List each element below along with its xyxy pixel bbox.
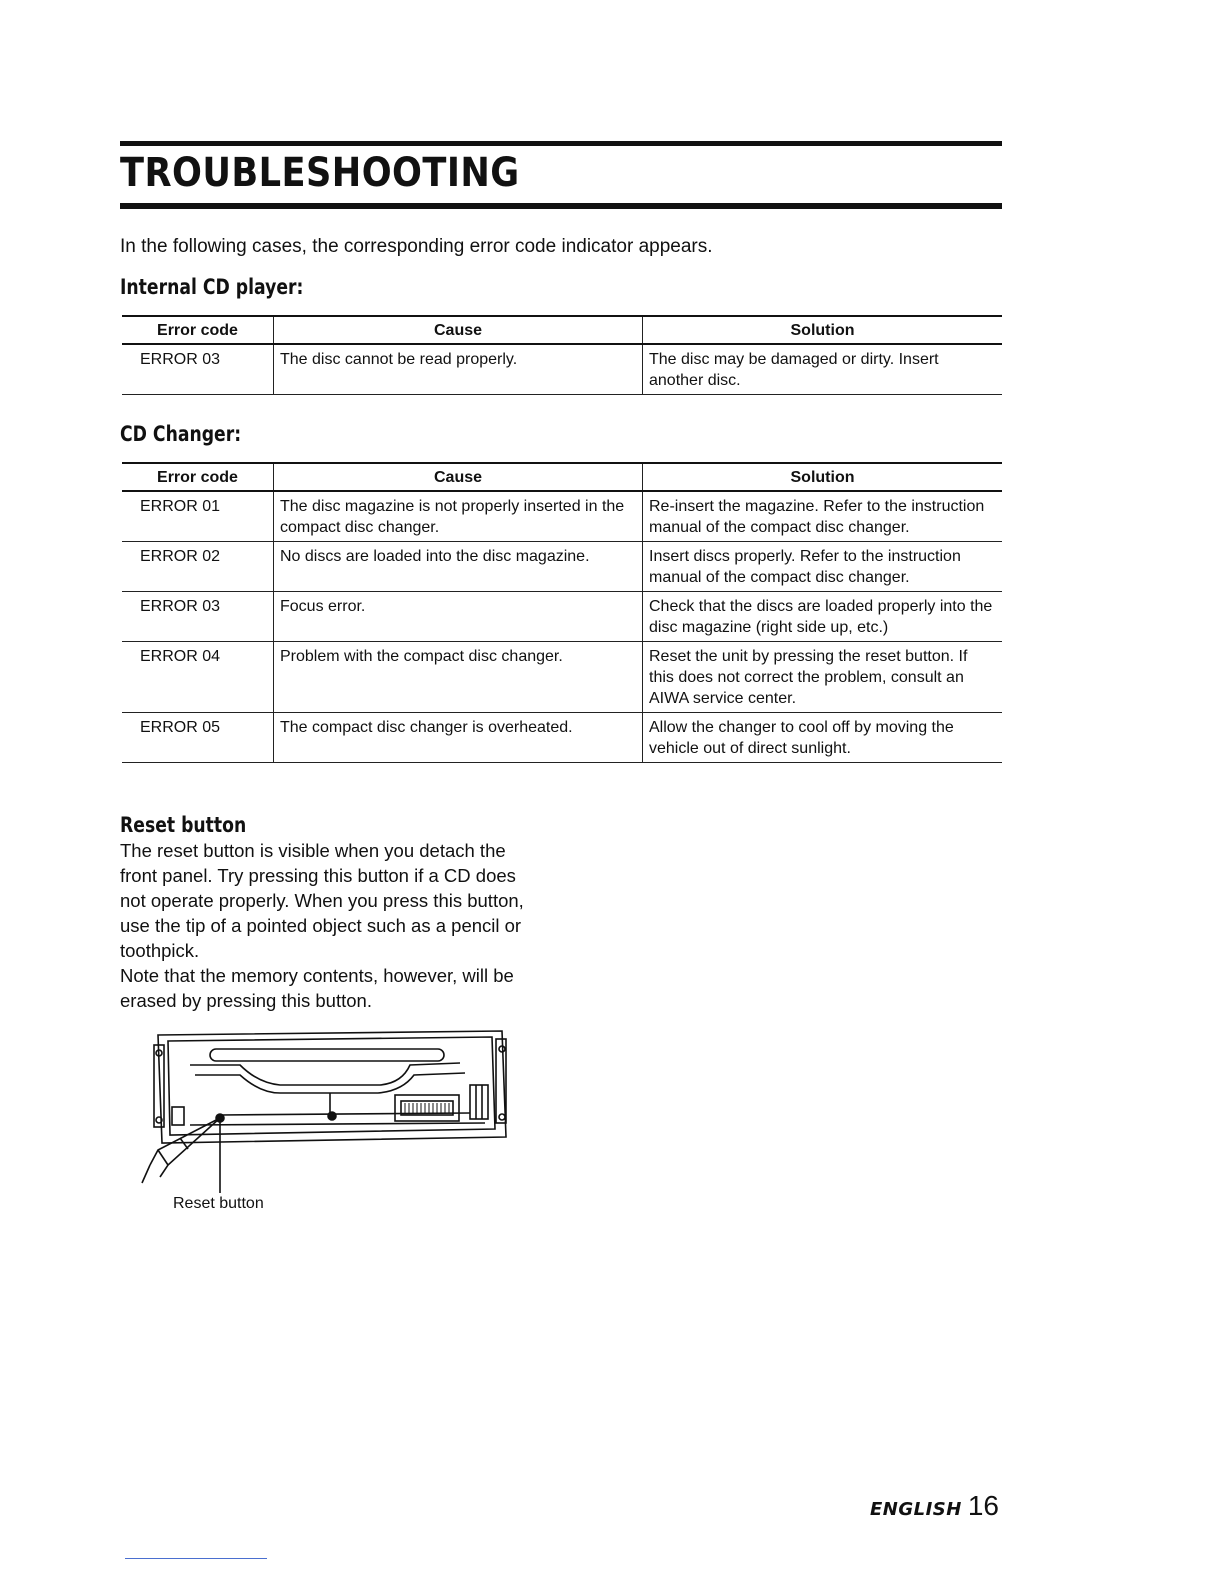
internal-cd-heading: Internal CD player:: [120, 275, 304, 299]
error-solution: Reset the unit by pressing the reset button. If this does not correct the problem, consult an AIWA service center.: [643, 642, 1003, 713]
page-number: 16: [967, 1490, 999, 1521]
figure-caption: Reset button: [173, 1195, 264, 1212]
error-cause: The disc magazine is not properly inserted in the compact disc changer.: [274, 491, 643, 542]
header-cause: Cause: [274, 316, 643, 344]
front-panel-illustration: [140, 1025, 520, 1195]
error-cause: The disc cannot be read properly.: [274, 344, 643, 395]
error-code: ERROR 01: [122, 491, 274, 542]
header-error-code: Error code: [122, 316, 274, 344]
error-solution: Insert discs properly. Refer to the instruction manual of the compact disc changer.: [643, 542, 1003, 592]
reset-button-heading: Reset button: [120, 813, 247, 837]
table-row: [122, 344, 1002, 395]
header-solution: Solution: [643, 316, 1003, 344]
page-footer: [870, 1490, 999, 1522]
error-code: ERROR 02: [122, 542, 274, 592]
internal-error-table: [122, 315, 1002, 395]
language-label: ENGLISH: [870, 1499, 962, 1520]
error-solution: Re-insert the magazine. Refer to the instruction manual of the compact disc changer.: [643, 491, 1003, 542]
table-row: [122, 542, 1002, 592]
error-code: ERROR 04: [122, 642, 274, 713]
table-header-row: [122, 463, 1002, 491]
table-row: [122, 713, 1002, 763]
reset-description: [120, 838, 540, 1013]
error-solution: Allow the changer to cool off by moving the vehicle out of direct sunlight.: [643, 713, 1003, 763]
error-solution: Check that the discs are loaded properly into the disc magazine (right side up, etc.): [643, 592, 1003, 642]
error-cause: The compact disc changer is overheated.: [274, 713, 643, 763]
error-code: ERROR 03: [122, 344, 274, 395]
changer-error-table: [122, 462, 1002, 763]
intro-text: In the following cases, the corresponding error code indicator appears.: [120, 236, 713, 257]
header-cause: Cause: [274, 463, 643, 491]
error-code: ERROR 05: [122, 713, 274, 763]
table-header-row: [122, 316, 1002, 344]
cd-changer-heading: CD Changer:: [120, 422, 242, 446]
error-cause: Focus error.: [274, 592, 643, 642]
title-rule-top: [120, 141, 1002, 146]
title-rule-bottom: [120, 203, 1002, 209]
error-code: ERROR 03: [122, 592, 274, 642]
page-title: TROUBLESHOOTING: [120, 150, 520, 196]
table-row: [122, 491, 1002, 542]
error-cause: Problem with the compact disc changer.: [274, 642, 643, 713]
error-solution: The disc may be damaged or dirty. Insert another disc.: [643, 344, 1003, 395]
header-solution: Solution: [643, 463, 1003, 491]
table-row: [122, 592, 1002, 642]
error-cause: No discs are loaded into the disc magazine.: [274, 542, 643, 592]
table-row: [122, 642, 1002, 713]
header-error-code: Error code: [122, 463, 274, 491]
reset-paragraph: The reset button is visible when you detach the front panel. Try pressing this button if a CD does not operate properly. When you press this button, use the tip of a pointed object such as a pencil or toothpick.: [120, 840, 524, 961]
memory-note: Note that the memory contents, however, will be erased by pressing this button.: [120, 965, 514, 1011]
footer-link-underline: [125, 1558, 267, 1559]
